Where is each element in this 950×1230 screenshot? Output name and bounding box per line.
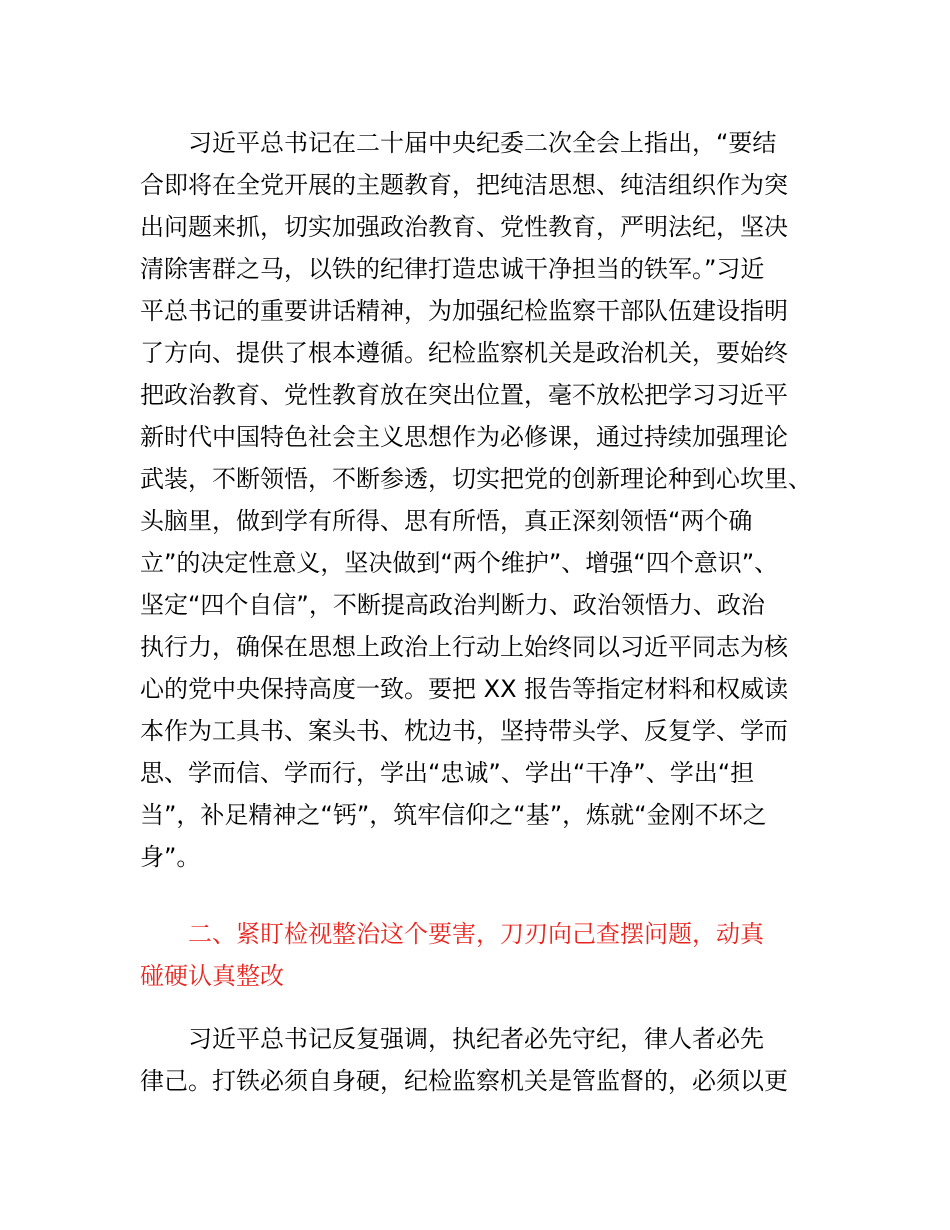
paragraph-line: 律己。打铁必须自身硬，纪检监察机关是管监督的，必须以更 — [140, 1067, 788, 1095]
paragraph-line: 身”。 — [140, 843, 201, 871]
paragraph-line: 习近平总书记反复强调，执纪者必先守纪，律人者必先 — [188, 1025, 764, 1053]
heading-line: 碰硬认真整改 — [140, 962, 284, 990]
paragraph-line: 了方向、提供了根本遵循。纪检监察机关是政治机关，要始终 — [140, 339, 788, 367]
paragraph-line: 武装，不断领悟，不断参透，切实把党的创新理论种到心坎里、 — [140, 465, 812, 493]
paragraph-line: 新时代中国特色社会主义思想作为必修课，通过持续加强理论 — [140, 423, 788, 451]
paragraph-line: 把政治教育、党性教育放在突出位置，毫不放松把学习习近平 — [140, 381, 788, 409]
paragraph-line: 坚定“四个自信”，不断提高政治判断力、政治领悟力、政治 — [140, 591, 765, 619]
paragraph-line: 头脑里，做到学有所得、思有所悟，真正深刻领悟“两个确 — [140, 507, 753, 535]
paragraph-line: 平总书记的重要讲话精神，为加强纪检监察干部队伍建设指明 — [140, 297, 788, 325]
paragraph-line: 出问题来抓，切实加强政治教育、党性教育，严明法纪，坚决 — [140, 213, 788, 241]
paragraph-line: 思、学而信、学而行，学出“忠诚”、学出“干净”、学出“担 — [140, 759, 755, 787]
paragraph-line: 立”的决定性意义，坚决做到“两个维护”、增强“四个意识”、 — [140, 549, 779, 577]
paragraph-line: 本作为工具书、案头书、枕边书，坚持带头学、反复学、学而 — [140, 717, 788, 745]
heading-line: 二、紧盯检视整治这个要害，刀刃向己查摆问题，动真 — [188, 920, 764, 948]
paragraph-line: 习近平总书记在二十届中央纪委二次全会上指出，“要结 — [188, 129, 777, 157]
paragraph-line: 清除害群之马，以铁的纪律打造忠诚干净担当的铁军。”习近 — [140, 255, 765, 283]
paragraph-line: 合即将在全党开展的主题教育，把纯洁思想、纯洁组织作为突 — [140, 171, 788, 199]
paragraph-line: 当”，补足精神之“钙”，筑牢信仰之“基”，炼就“金刚不坏之 — [140, 801, 767, 829]
paragraph-line: 执行力，确保在思想上政治上行动上始终同以习近平同志为核 — [140, 633, 788, 661]
paragraph-line: 心的党中央保持高度一致。要把 XX 报告等指定材料和权威读 — [140, 675, 789, 703]
